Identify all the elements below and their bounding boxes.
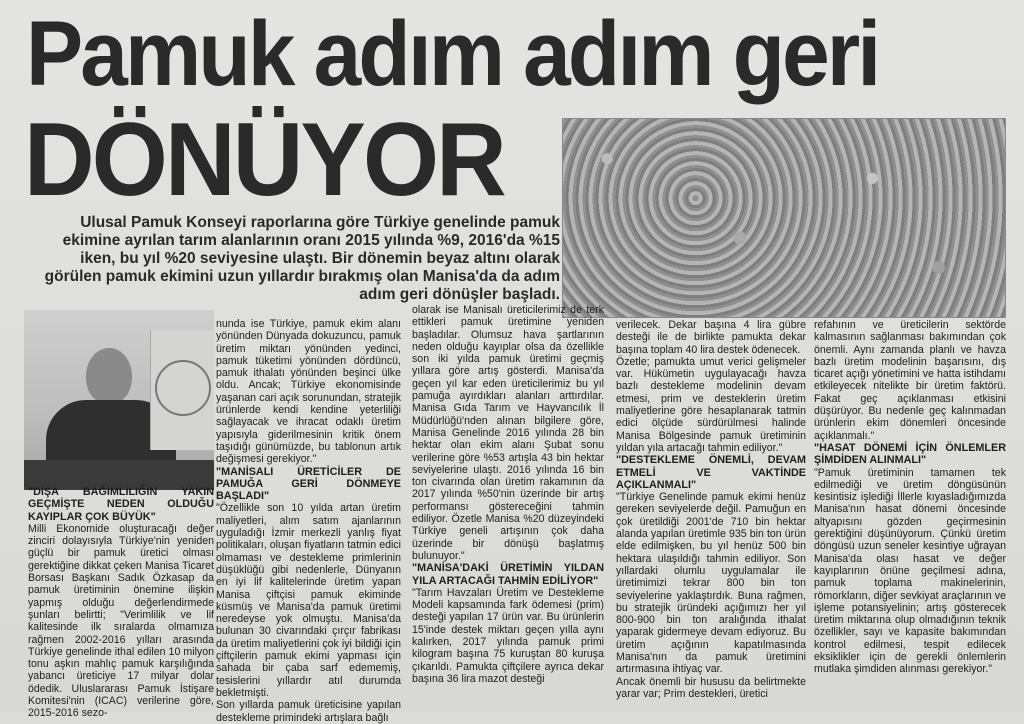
- subheading: "MANİSALI ÜRETİCİLER DE PAMUĞA GERİ DÖNMEYE BAŞLADI": [216, 465, 401, 503]
- column-text: "Türkiye Genelinde pamuk ekimi henüz gereken seviyelerde değil. Pamuğun en çok üretildiği 2001'de 710 bin hektar alanda yapılan üretimle 935 bin ton ürün elde edilmişken, bu yıl henüz 500 bin hektara ulaşıldığı tahmin ediliyor. Son yıllardaki olumlu uygulamalar ile üretimimizi tekrar 800 bin ton seviyelerine yaklaştırdık. Buna rağmen, bu stratejik üründeki açığımızı her yıl 800-900 bin ton aralığında ithalat yaparak gidermeye devam ediyoruz. Bu üretim açığının kapatılmasında Manisa'nın da pamuk üretimini artırmasına ihtiyaç var.: [616, 491, 806, 676]
- subheading: "DIŞA BAĞIMLILIĞIN YAKIN GEÇMİŞTE NEDEN OLDUĞU KAYIPLAR ÇOK BÜYÜK": [28, 486, 214, 523]
- headline-line-1: Pamuk adım adım geri: [26, 3, 879, 105]
- column-text: Son yıllarda pamuk üreticisine yapılan destekleme primindeki artışlara bağlı: [216, 699, 401, 724]
- column-text: verilecek. Dekar başına 4 lira gübre desteği ile de birlikte pamukta dekar başına toplam 40 lira destek ödenecek.: [616, 319, 806, 356]
- column-text: "Pamuk üretiminin tamamen tek edilmediği ve üretim döngüsünün kesintisiz işlediği İllerle kıyasladığımızda Manisa'nın hasat dönemi öncesinde altyapısını gözden geçirmesinin gerektiğini düşünüyorum. Çünkü üretim döngüsü uzun seneler kesintiye uğrayan Manisa'da olası hasat ve değer kayıplarının önüne geçilmesi adına, pamuk toplama makinelerinin, römorkların, diğer sevkiyat araçlarının ve işleme potansiyelinin; artış gösterecek üretim miktarına olup olmadığının teknik özellikler, sayı ve kapasite bakımından kontrol edilmesi, tespit edilecek eksiklikler için de gerekli önlemlerin mutlaka şimdiden alınması gerekiyor.": [814, 466, 1006, 676]
- portrait-head: [86, 348, 132, 404]
- column-text: Ancak önemli bir hususu da belirtmekte yarar var; Prim destekleri, üretici: [616, 675, 806, 700]
- column-text: Özetle; pamukta umut verici gelişmeler var. Hükümetin uygulayacağı havza bazlı destekleme modelinin devam etmesi, prim ve desteklerin üretim maliyetlerine göre hesaplanarak tatmin edici ölçüde sürdürülmesi halinde Manisa Bölgesinde pamuk üretiminin yıldan yıla artacağı tahmin ediliyor.": [616, 355, 806, 454]
- chamber-seal-logo: [150, 330, 214, 450]
- seal-ring-icon: [155, 360, 211, 416]
- article-column-3: [412, 304, 604, 685]
- subheading: "HASAT DÖNEMİ İÇİN ÖNLEMLER ŞİMDİDEN ALINMALI": [814, 441, 1006, 467]
- column-text: nunda ise Türkiye, pamuk ekim alanı yönünden Dünyada dokuzuncu, pamuk üretim miktarı yönünden yedinci, pamuk tüketimi yönünden dördüncü, pamuk ithalatı yönünden beşinci ülke oldu. Ancak; Türkiye ekonomisinde yaşanan cari açık sorunundan, stratejik ürünlerde kendi kendine yeterliliği sağlayacak ve ihracat odaklı üretim yapısıyla giderilmesinin kritik önem taşıdığı günümüzde, bu tablonun artık değişmesi gerekiyor.": [216, 318, 401, 466]
- subheading: "DESTEKLEME ÖNEMLİ, DEVAM ETMELİ VE VAKTİNDE AÇIKLANMALI": [616, 454, 806, 491]
- lead-paragraph: Ulusal Pamuk Konseyi raporlarına göre Türkiye genelinde pamuk ekimine ayrılan tarım alanlarının oranı 2015 yılında %9, 2016'da %15 iken, bu yıl %20 seviyesine ulaştı. Bir dönemin beyaz altını olarak görülen pamuk ekimini uzun yıllardır bırakmış olan Manisa'da da adım adım geri dönüşler başladı.: [44, 214, 560, 303]
- column-text: olarak ise Manisalı üreticilerimiz de terk ettikleri pamuk üretimine yeniden başladılar. Olumsuz hava şartlarının neden olduğu kayıplar olsa da özellikle son iki yılda pamuk üretimi geçmiş yıllara göre artış gösterdi. Manisa'da geçen yıl kar eden üreticilerimiz bu yıl pamuğa ayırdıkları alanları arttırdılar. Manisa Gıda Tarım ve Hayvancılık İl Müdürlüğü'nden alınan bilgilere göre, Manisa Genelinde 2016 yılında 28 bin hektar olan ekim alanı Şubat sonu verilerine göre %53 artışla 43 bin hektar seviyelerine ulaştı. 2016 yılında 16 bin ton civarında olan üretim rakamının da 2017 yılında %50'nin üzerinde bir artış performansı göstereceğini tahmin ediliyor. Özetle Manisa %20 düzeyindeki Türkiye geneli artışının çok daha üzerinde bir dönüşü başlatmış bulunuyor.": [412, 304, 604, 562]
- column-text: "Özellikle son 10 yılda artan üretim maliyetleri, alım satım ajanlarının uyguladığı İzmir merkezli yanlış fiyat politikaları, oluşan fiyatların tatmin edici olmaması ve destekleme primlerinin düşüklüğü gibi nedenlerle, Dünyanın en iyi lif kalitelerinde üretim yapan Manisa çiftçisi pamuk ekiminde küsmüş ve Manisa'da pamuk üretimi neredeyse yok olmuştu. Manisa'da bulunan 30 civarındaki çırçır fabrikası da üretim maliyetlerini çok iyi bildiği için çiftçilerin pamuk ekimi yapması için sahada bir çaba sarf edememiş, tesislerini yıllardır atıl durumda bekletmişti.: [216, 502, 401, 699]
- column-text: "Tarım Havzaları Üretim ve Destekleme Modeli kapsamında fark ödemesi (prim) desteği yapılan 17 ürün var. Bu ürünlerin 15'inde destek miktarı geçen yılla aynı kalırken, 2017 yılında pamuk primi kilogram başına 75 kuruştan 80 kuruşa çıkarıldı. Pamukta çiftçilere ayrıca dekar başına 36 lira mazot desteği: [412, 586, 604, 685]
- column-text: Milli Ekonomide oluşturacağı değer zinciri dolayısıyla Türkiye'nin yeniden güçlü bir pamuk üretici olması gerektiğine dikkat çeken Manisa Ticaret Borsası Başkanı Sadık Özkasap da pamuk üretiminin önemine ilişkin yapmış olduğu değerlendirmede şunları belirtti; "Verimlilik ve lif kalitesinde ilk sıralarda olmamıza rağmen 2002-2016 yılları arasında Türkiye genelinde ithal edilen 10 milyon tonu aşkın mahlıç pamuk karşılığında yabancı üreticiye 17 milyar dolar ödedik. Uluslararası Pamuk İstişare Komitesi'nin (ICAC) verilerine göre, 2015-2016 sezo-: [28, 522, 214, 720]
- column-text: refahının ve üreticilerin sektörde kalmasının sağlanması bakımından çok önemli. Aynı zamanda planlı ve havza bazlı üretim modelinin başarısını, dış ticaret açığı yönetimini ve hatta istihdamı etkileyecek nitelikte bir üretim faktörü. Fakat geç açıklanması etkisini düşürüyor. Bu nedenle geç kalınmadan ürünlerin ekim dönemleri öncesinde açıklanmalı.": [814, 319, 1006, 442]
- headline-line-2: DÖNÜYOR: [24, 102, 504, 218]
- article-column-2: [216, 318, 401, 724]
- article-column-4: [616, 319, 806, 700]
- subheading: "MANİSA'DAKİ ÜRETİMİN YILDAN YILA ARTACAĞI TAHMİN EDİLİYOR": [412, 562, 604, 587]
- article-column-5: [814, 319, 1006, 676]
- cotton-field-photo: [562, 118, 1006, 318]
- article-column-1: [28, 486, 214, 720]
